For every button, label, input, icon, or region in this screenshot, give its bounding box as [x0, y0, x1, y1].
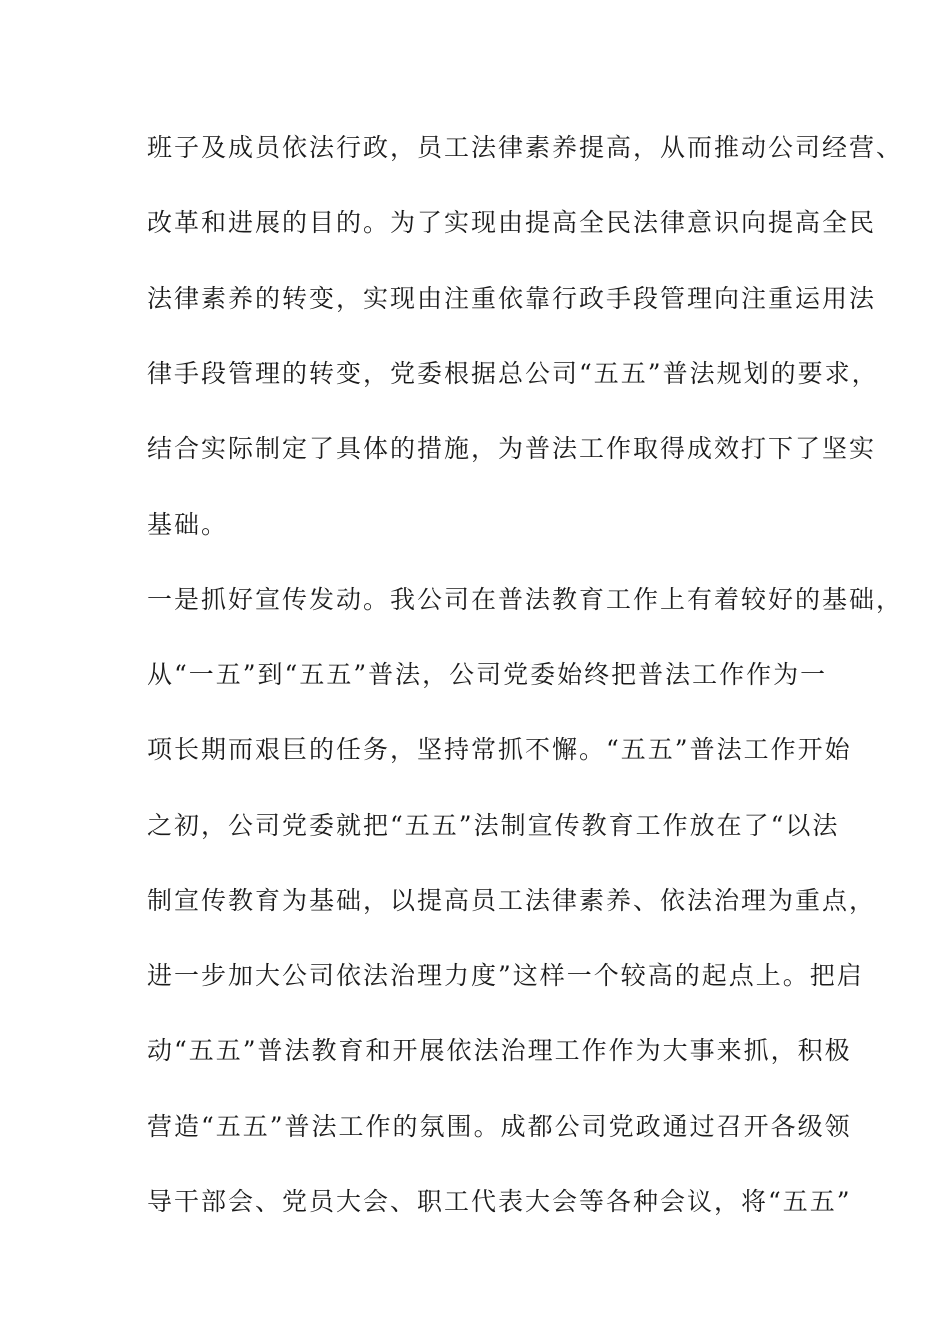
- text-line: 之初，公司党委就把“五五”法制宣传教育工作放在了“以法: [147, 811, 840, 840]
- text-line: 基础。: [147, 510, 229, 539]
- text-line: 改革和进展的目的。为了实现由提高全民法律意识向提高全民: [147, 208, 877, 237]
- text-line: 动“五五”普法教育和开展依法治理工作作为大事来抓，积极: [147, 1036, 852, 1065]
- text-line: 法律素养的转变，实现由注重依靠行政手段管理向注重运用法: [147, 284, 877, 313]
- text-line: 项长期而艰巨的任务，坚持常抓不懈。“五五”普法工作开始: [147, 735, 852, 764]
- text-line: 营造“五五”普法工作的氛围。成都公司党政通过召开各级领: [147, 1112, 852, 1141]
- text-line: 制宣传教育为基础，以提高员工法律素养、依法治理为重点，: [147, 886, 877, 915]
- text-line: 进一步加大公司依法治理力度”这样一个较高的起点上。把启: [147, 961, 864, 990]
- text-line: 一是抓好宣传发动。我公司在普法教育工作上有着较好的基础，: [147, 585, 904, 614]
- text-line: 导干部会、党员大会、职工代表大会等各种会议，将“五五”: [147, 1187, 852, 1216]
- text-line: 班子及成员依法行政，员工法律素养提高，从而推动公司经营、: [147, 133, 904, 162]
- text-line: 从“一五”到“五五”普法，公司党委始终把普法工作作为一: [147, 660, 828, 689]
- text-line: 结合实际制定了具体的措施，为普法工作取得成效打下了坚实: [147, 434, 877, 463]
- text-line: 律手段管理的转变，党委根据总公司“五五”普法规划的要求，: [147, 359, 879, 388]
